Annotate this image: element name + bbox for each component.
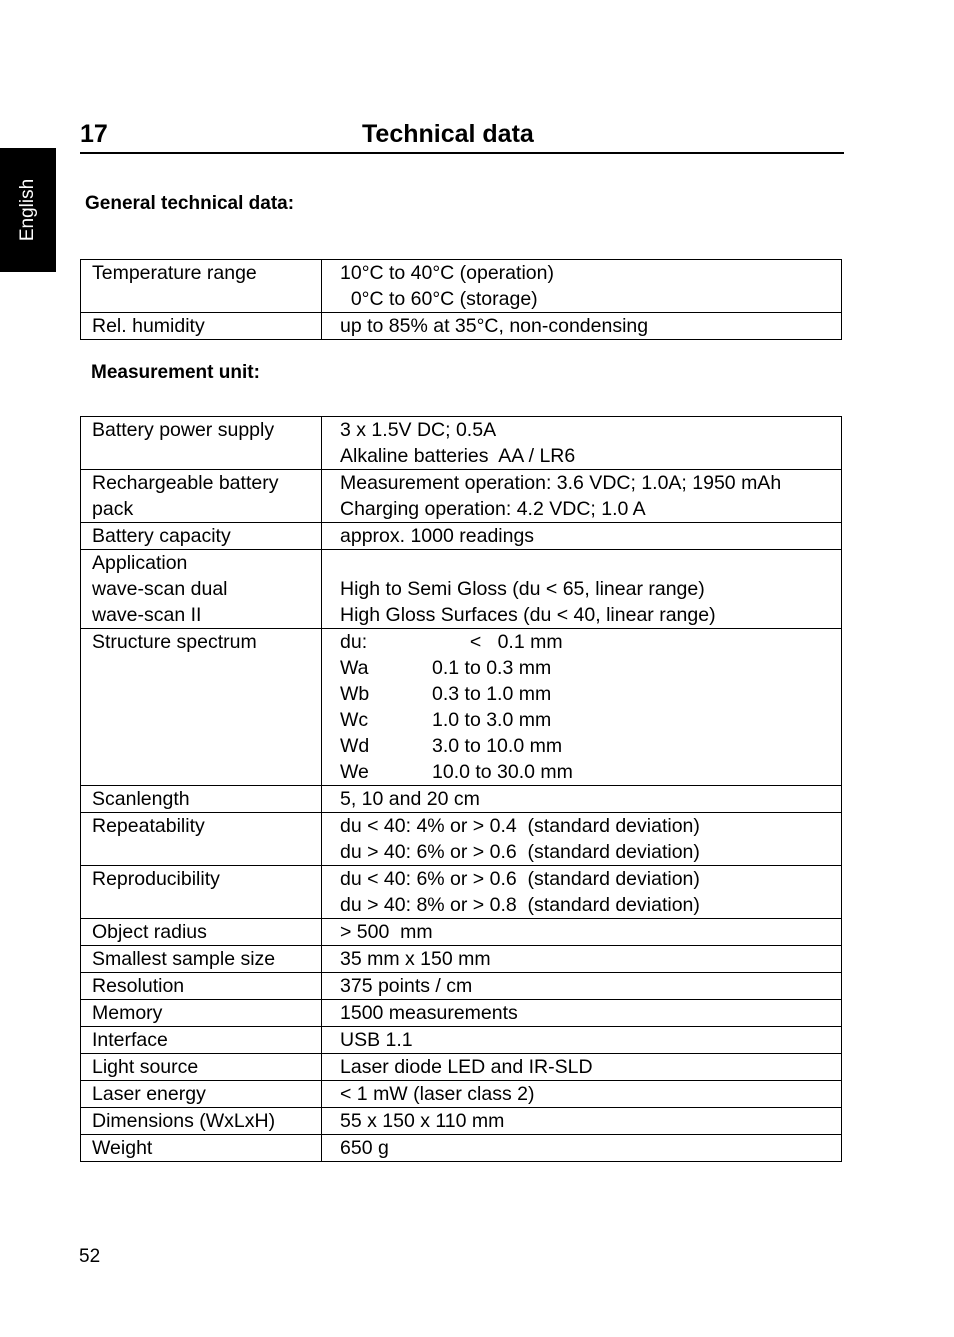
row-label	[81, 1135, 322, 1162]
spectrum-entry	[340, 629, 841, 655]
cell-line: wave-scan II	[92, 604, 202, 626]
row-value	[322, 1081, 842, 1108]
cell-line: > 500 mm	[340, 921, 433, 943]
row-label	[81, 1000, 322, 1027]
table-row	[81, 1135, 842, 1162]
table-row	[81, 417, 842, 470]
measurement-data-table	[80, 416, 842, 1162]
cell-line: 0°C to 60°C (storage)	[340, 288, 538, 310]
row-value	[322, 470, 842, 523]
spectrum-band: We	[340, 761, 369, 783]
table-row	[81, 629, 842, 786]
cell-line: 3 x 1.5V DC; 0.5A	[340, 419, 497, 441]
cell-line: < 1 mW (laser class 2)	[340, 1083, 535, 1105]
row-value	[322, 946, 842, 973]
cell-line: Interface	[92, 1029, 168, 1051]
table-row	[81, 1108, 842, 1135]
cell-line: 10°C to 40°C (operation)	[340, 262, 554, 284]
cell-line: Rechargeable battery	[92, 472, 279, 494]
table-row	[81, 946, 842, 973]
spectrum-range: 10.0 to 30.0 mm	[432, 761, 573, 783]
row-label	[81, 313, 322, 340]
cell-line: 650 g	[340, 1137, 389, 1159]
cell-line: Memory	[92, 1002, 163, 1024]
chapter-number: 17	[80, 120, 108, 148]
spectrum-entry	[340, 759, 841, 785]
cell-line: Battery capacity	[92, 525, 231, 547]
row-label	[81, 629, 322, 786]
table-row	[81, 1081, 842, 1108]
row-label	[81, 523, 322, 550]
spectrum-range: 0.1 to 0.3 mm	[432, 657, 552, 679]
cell-line: Measurement operation: 3.6 VDC; 1.0A; 1950 mAh	[340, 472, 782, 494]
row-label	[81, 813, 322, 866]
table-row	[81, 919, 842, 946]
spectrum-entry	[340, 733, 841, 759]
table-row	[81, 1054, 842, 1081]
measurement-section-title: Measurement unit:	[91, 362, 260, 383]
cell-line: du < 40: 6% or > 0.6 (standard deviation)	[340, 868, 700, 890]
cell-line: Laser diode LED and IR-SLD	[340, 1056, 593, 1078]
cell-line: Charging operation: 4.2 VDC; 1.0 A	[340, 498, 646, 520]
row-label	[81, 417, 322, 470]
table-row	[81, 786, 842, 813]
cell-line: Temperature range	[92, 262, 257, 284]
cell-line: 35 mm x 150 mm	[340, 948, 491, 970]
row-value	[322, 629, 842, 786]
row-label	[81, 973, 322, 1000]
spectrum-range: 3.0 to 10.0 mm	[432, 735, 563, 757]
cell-line: Resolution	[92, 975, 185, 997]
table-row	[81, 973, 842, 1000]
cell-line: wave-scan dual	[92, 578, 228, 600]
table-row	[81, 813, 842, 866]
cell-line	[340, 550, 841, 576]
spectrum-entry	[340, 655, 841, 681]
row-value	[322, 313, 842, 340]
cell-line: Reproducibility	[92, 868, 220, 890]
row-value	[322, 1135, 842, 1162]
cell-line: Smallest sample size	[92, 948, 276, 970]
cell-line: Light source	[92, 1056, 199, 1078]
cell-line: approx. 1000 readings	[340, 525, 535, 547]
cell-line: 375 points / cm	[340, 975, 473, 997]
cell-line: USB 1.1	[340, 1029, 413, 1051]
spectrum-range: 0.3 to 1.0 mm	[432, 683, 552, 705]
spectrum-range: 1.0 to 3.0 mm	[432, 709, 552, 731]
row-label	[81, 866, 322, 919]
row-value	[322, 1108, 842, 1135]
row-label	[81, 470, 322, 523]
row-label	[81, 260, 322, 313]
cell-line: Rel. humidity	[92, 315, 205, 337]
row-value	[322, 866, 842, 919]
cell-line: Laser energy	[92, 1083, 206, 1105]
cell-line: up to 85% at 35°C, non-condensing	[340, 315, 649, 337]
cell-line: Alkaline batteries AA / LR6	[340, 445, 576, 467]
row-value	[322, 417, 842, 470]
cell-line: Dimensions (WxLxH)	[92, 1110, 276, 1132]
cell-line: Application	[92, 552, 188, 574]
spectrum-entry	[340, 681, 841, 707]
row-value	[322, 1027, 842, 1054]
cell-line: Object radius	[92, 921, 207, 943]
spectrum-entry	[340, 707, 841, 733]
table-row	[81, 260, 842, 313]
cell-line: du > 40: 6% or > 0.6 (standard deviation)	[340, 841, 700, 863]
table-row	[81, 1000, 842, 1027]
general-data-table	[80, 259, 842, 340]
cell-line: du < 40: 4% or > 0.4 (standard deviation)	[340, 815, 700, 837]
table-row	[81, 1027, 842, 1054]
row-value	[322, 786, 842, 813]
chapter-header	[80, 118, 844, 154]
chapter-title: Technical data	[362, 120, 534, 148]
row-value	[322, 973, 842, 1000]
row-value	[322, 523, 842, 550]
table-row	[81, 550, 842, 629]
row-label	[81, 1054, 322, 1081]
row-label	[81, 786, 322, 813]
row-value	[322, 813, 842, 866]
row-value	[322, 919, 842, 946]
cell-line: Battery power supply	[92, 419, 275, 441]
general-section-title: General technical data:	[85, 193, 295, 214]
row-label	[81, 1027, 322, 1054]
table-row	[81, 470, 842, 523]
language-tab-label: English	[17, 178, 38, 242]
row-value	[322, 1000, 842, 1027]
cell-line: High Gloss Surfaces (du < 40, linear range)	[340, 604, 716, 626]
row-label	[81, 919, 322, 946]
spectrum-band: du:	[340, 631, 368, 653]
cell-line: 1500 measurements	[340, 1002, 518, 1024]
spectrum-band: Wa	[340, 657, 369, 679]
cell-line: du > 40: 8% or > 0.8 (standard deviation)	[340, 894, 700, 916]
spectrum-band: Wb	[340, 683, 370, 705]
table-row	[81, 866, 842, 919]
spectrum-band: Wd	[340, 735, 370, 757]
spectrum-band: Wc	[340, 709, 369, 731]
row-value	[322, 260, 842, 313]
row-label	[81, 550, 322, 629]
cell-line: 55 x 150 x 110 mm	[340, 1110, 505, 1132]
row-value	[322, 1054, 842, 1081]
spectrum-range: < 0.1 mm	[432, 631, 563, 653]
row-label	[81, 1081, 322, 1108]
row-label	[81, 1108, 322, 1135]
row-value	[322, 550, 842, 629]
cell-line: Structure spectrum	[92, 631, 257, 653]
cell-line: Scanlength	[92, 788, 190, 810]
row-label	[81, 946, 322, 973]
cell-line: Repeatability	[92, 815, 205, 837]
cell-line: pack	[92, 498, 134, 520]
page-number: 52	[79, 1246, 101, 1267]
language-tab	[0, 148, 56, 272]
cell-line: 5, 10 and 20 cm	[340, 788, 480, 810]
cell-line: High to Semi Gloss (du < 65, linear range)	[340, 578, 705, 600]
cell-line: Weight	[92, 1137, 153, 1159]
table-row	[81, 523, 842, 550]
table-row	[81, 313, 842, 340]
